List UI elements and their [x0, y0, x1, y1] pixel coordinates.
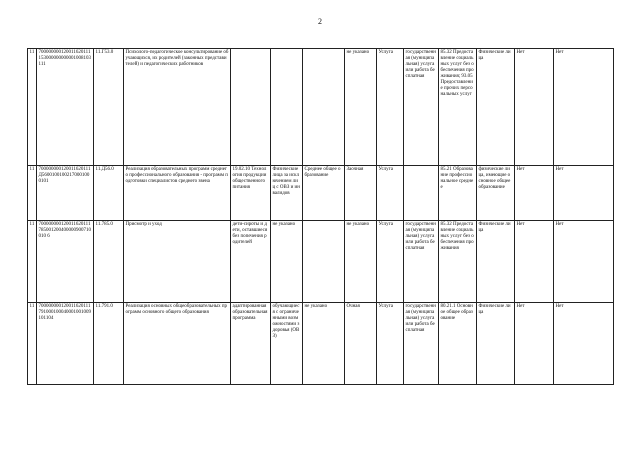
condition-3: не указано	[303, 303, 345, 385]
service-code: 11.Д56.0	[94, 166, 124, 221]
table-row	[28, 221, 614, 303]
flag-2: Нет	[554, 49, 614, 166]
service-content: Реализация основных общеобразовательных программ основного общего образования	[124, 303, 231, 385]
flag-1: Нет	[515, 303, 554, 385]
okved-code: 85.32 Предоставление социальных услуг без обеспечения проживания	[439, 221, 477, 303]
condition-2: не указано	[271, 221, 303, 303]
condition-2: обучающиеся с ограниченными возможностями здоровья (ОВЗ)	[271, 303, 303, 385]
registry-code: 700000000120011620111791000100040001001009101104	[37, 303, 94, 385]
table-row	[28, 303, 614, 385]
flag-2: Нет	[554, 221, 614, 303]
payment-type: государственная (муниципальная) услуга или работа бесплатная	[404, 303, 439, 385]
registry-code: 700000000120011620111785001200400000900710010 6	[37, 221, 94, 303]
table-row	[28, 49, 614, 166]
activity-kind: Услуга	[377, 221, 404, 303]
service-content: Присмотр и уход	[124, 221, 231, 303]
service-code: 11.785.0	[94, 221, 124, 303]
provision-form: Очная	[345, 303, 377, 385]
condition-1: адаптированная образовательная программа	[231, 303, 271, 385]
page-number: 2	[318, 17, 322, 26]
provision-form: не указано	[345, 221, 377, 303]
flag-1: Нет	[515, 221, 554, 303]
flag-1: Нет	[515, 166, 554, 221]
registry-table	[27, 48, 614, 385]
service-content: Психолого-педагогическое консультирование обучающихся, их родителей (законных представителей) и педагогических работников	[124, 49, 231, 166]
table-row	[28, 166, 614, 221]
condition-3	[303, 221, 345, 303]
consumer-category: Физические лица	[477, 303, 515, 385]
payment-type: государственная (муниципальная) услуга или работа бесплатная	[404, 49, 439, 166]
row-number: 11	[28, 166, 37, 221]
provision-form: Заочная	[345, 166, 377, 221]
service-content: Реализация образовательных программ среднего профессионального образования - программ подготовки специалистов среднего звена	[124, 166, 231, 221]
okved-code: 85.32 Предоставление социальных услуг без обеспечения проживания; 93.05 Предоставление прочих персональных услуг	[439, 49, 477, 166]
row-number: 11	[28, 221, 37, 303]
condition-2	[271, 49, 303, 166]
consumer-category: Физические лица	[477, 221, 515, 303]
activity-kind: Услуга	[377, 49, 404, 166]
condition-1: дети-сироты и дети, оставшиеся без попечения родителей	[231, 221, 271, 303]
payment-type	[404, 166, 439, 221]
row-number: 11	[28, 49, 37, 166]
okved-code: 85.21 Образование профессиональное среднее	[439, 166, 477, 221]
condition-1	[231, 49, 271, 166]
row-number: 11	[28, 303, 37, 385]
registry-code: 700000000120011620111Д56001001002170001000101	[37, 166, 94, 221]
flag-2: Нет	[554, 166, 614, 221]
condition-1: 19.02.10 Технология продукции общественного питания	[231, 166, 271, 221]
okved-code: 80.21.1 Основное общее образование	[439, 303, 477, 385]
activity-kind: Услуга	[377, 166, 404, 221]
service-code: 11.791.0	[94, 303, 124, 385]
registry-code: 700000000120011620111153000000000001008103111	[37, 49, 94, 166]
consumer-category: Физические лица	[477, 49, 515, 166]
condition-3: Среднее общее образование	[303, 166, 345, 221]
activity-kind: Услуга	[377, 303, 404, 385]
flag-2: Нет	[554, 303, 614, 385]
provision-form: не указано	[345, 49, 377, 166]
consumer-category: физические лица, имеющие основное общее образование	[477, 166, 515, 221]
payment-type: государственная (муниципальная) услуга или работа бесплатная	[404, 221, 439, 303]
flag-1: Нет	[515, 49, 554, 166]
condition-2: Физические лица за исключением лиц с ОВЗ и инвалидов	[271, 166, 303, 221]
service-code: 11.Г53.0	[94, 49, 124, 166]
condition-3	[303, 49, 345, 166]
